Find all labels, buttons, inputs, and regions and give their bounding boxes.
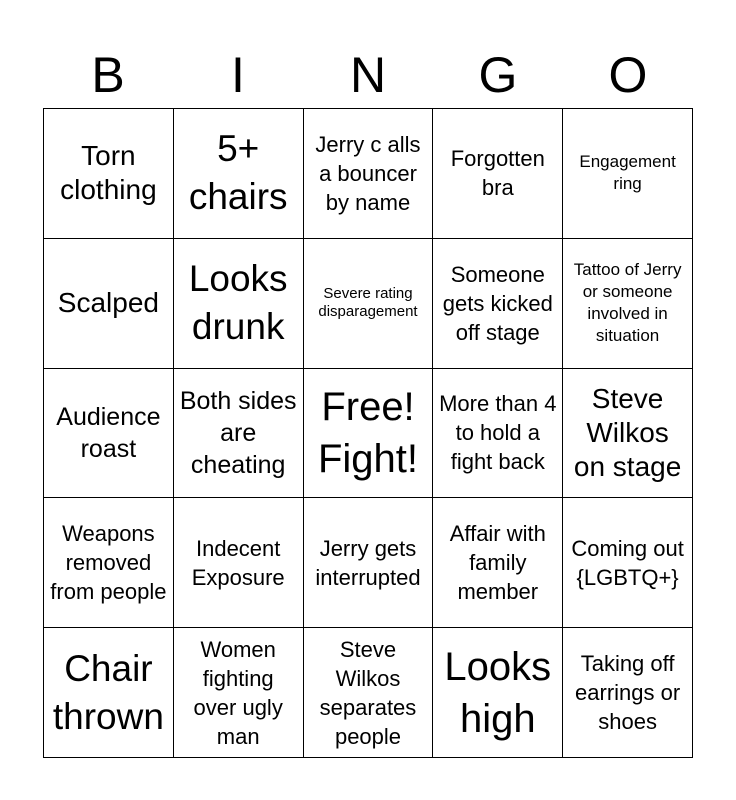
bingo-cell[interactable] <box>44 498 174 628</box>
bingo-cell[interactable] <box>174 628 304 758</box>
header-letter-o: O <box>608 47 648 103</box>
bingo-cell-text: Audience roast <box>56 402 161 463</box>
bingo-cell-text: Looks drunk <box>188 258 288 348</box>
bingo-cell-text: Indecent Exposure <box>191 535 285 590</box>
bingo-cell[interactable] <box>304 109 434 239</box>
bingo-cell-text: 5+ chairs <box>188 128 288 218</box>
bingo-cell-text: Looks high <box>444 644 552 741</box>
bingo-cell-text: Tattoo of Jerry or someone involved in situation <box>573 260 682 346</box>
bingo-cell-text: Free! Fight! <box>317 384 419 481</box>
bingo-cell[interactable] <box>174 369 304 499</box>
bingo-cell[interactable] <box>304 628 434 758</box>
bingo-cell[interactable] <box>433 109 563 239</box>
bingo-cell-text: Steve Wilkos on stage <box>573 382 682 482</box>
bingo-cell[interactable] <box>433 239 563 369</box>
bingo-cell-text: Both sides are cheating <box>179 386 297 479</box>
bingo-cell[interactable] <box>44 369 174 499</box>
header-letter-n: N <box>349 47 387 103</box>
bingo-cell-text: Chair thrown <box>52 647 164 737</box>
bingo-header <box>43 45 693 105</box>
bingo-cell[interactable] <box>304 498 434 628</box>
bingo-cell[interactable] <box>304 369 434 499</box>
bingo-cell-text: Scalped <box>57 287 159 319</box>
bingo-cell-text: Engagement ring <box>579 152 676 194</box>
bingo-cell[interactable] <box>174 109 304 239</box>
bingo-cell[interactable] <box>44 628 174 758</box>
bingo-cell-text: Weapons removed from people <box>50 521 167 605</box>
header-letter-i: I <box>231 47 245 103</box>
bingo-cell[interactable] <box>44 239 174 369</box>
bingo-cell[interactable] <box>433 369 563 499</box>
bingo-cell-text: Steve Wilkos separates people <box>319 636 417 749</box>
bingo-cell[interactable] <box>304 239 434 369</box>
bingo-cell-text: Forgotten bra <box>450 146 545 201</box>
bingo-cell[interactable] <box>563 239 693 369</box>
bingo-cell-text: Women fighting over ugly man <box>193 636 283 749</box>
bingo-cell[interactable] <box>433 498 563 628</box>
bingo-cell-text: Taking off earrings or shoes <box>575 651 681 735</box>
bingo-cell[interactable] <box>433 628 563 758</box>
bingo-cell-text: Jerry c alls a bouncer by name <box>315 131 421 215</box>
header-letter-g: G <box>478 47 518 103</box>
bingo-cell-text: Someone gets kicked off stage <box>442 261 553 345</box>
bingo-cell[interactable] <box>563 628 693 758</box>
bingo-cell-text: Affair with family member <box>449 521 546 605</box>
bingo-cell[interactable] <box>174 498 304 628</box>
bingo-cell[interactable] <box>44 109 174 239</box>
bingo-cell[interactable] <box>563 498 693 628</box>
bingo-cell-text: Coming out {LGBTQ+} <box>571 535 684 590</box>
bingo-cell[interactable] <box>174 239 304 369</box>
bingo-cell-text: Jerry gets interrupted <box>315 535 421 590</box>
header-letter-b: B <box>91 47 125 103</box>
bingo-cell[interactable] <box>563 109 693 239</box>
bingo-grid <box>43 108 693 758</box>
bingo-cell-text: More than 4 to hold a fight back <box>439 391 557 475</box>
bingo-cell-text: Torn clothing <box>60 140 157 206</box>
bingo-cell[interactable] <box>563 369 693 499</box>
bingo-cell-text: Severe rating disparagement <box>318 285 418 321</box>
